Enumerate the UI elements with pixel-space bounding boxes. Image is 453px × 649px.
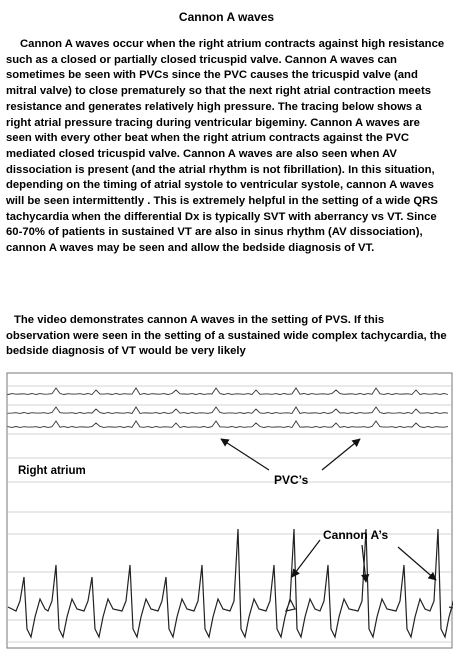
pvc-label: PVC’s <box>274 473 309 487</box>
tracing-svg <box>6 372 453 649</box>
paragraph-video: The video demonstrates cannon A waves in the setting of PVS. If this observation were seen in the setting of a sustained wide complex tachycardia, the bedside diagnosis of VT would be very likely <box>6 314 447 358</box>
right-atrial-pressure-tracing <box>6 372 453 649</box>
cannon-label: Cannon A’s <box>323 528 389 542</box>
paragraph-intro: Cannon A waves occur when the right atrium contracts against high resistance such as a closed or partially closed tricuspid valve. Cannon A waves can sometimes be seen with PVCs since the PVC causes the tricuspid valve (and mitral valve) to close prematurely so that the next right atrial contraction meets resistance and generates relatively high pressure. The tracing below shows a right atrial pressure tracing during ventricular bigeminy. Cannon A waves are seen with every other beat when the right atrium contracts against the PVC mediated closed tricuspid valve. Cannon A waves are also seen when AV dissociation is present (and the atrial rhythm is not fibrillation). In this situation, depending on the timing of atrial systole to ventricular systole, cannon A waves will be seen intermittently . This is extremely helpful in the setting of a wide QRS tachycardia when the differential Dx is typically SVT with aberrancy vs VT. Since 60-70% of patients in sustained VT are also in sinus rhythm (AV dissociation), cannon A waves may be seen and allow the bedside diagnosis of VT. <box>6 38 445 255</box>
right-atrium-label: Right atrium <box>18 465 86 477</box>
document-title: Cannon A waves <box>178 10 275 24</box>
